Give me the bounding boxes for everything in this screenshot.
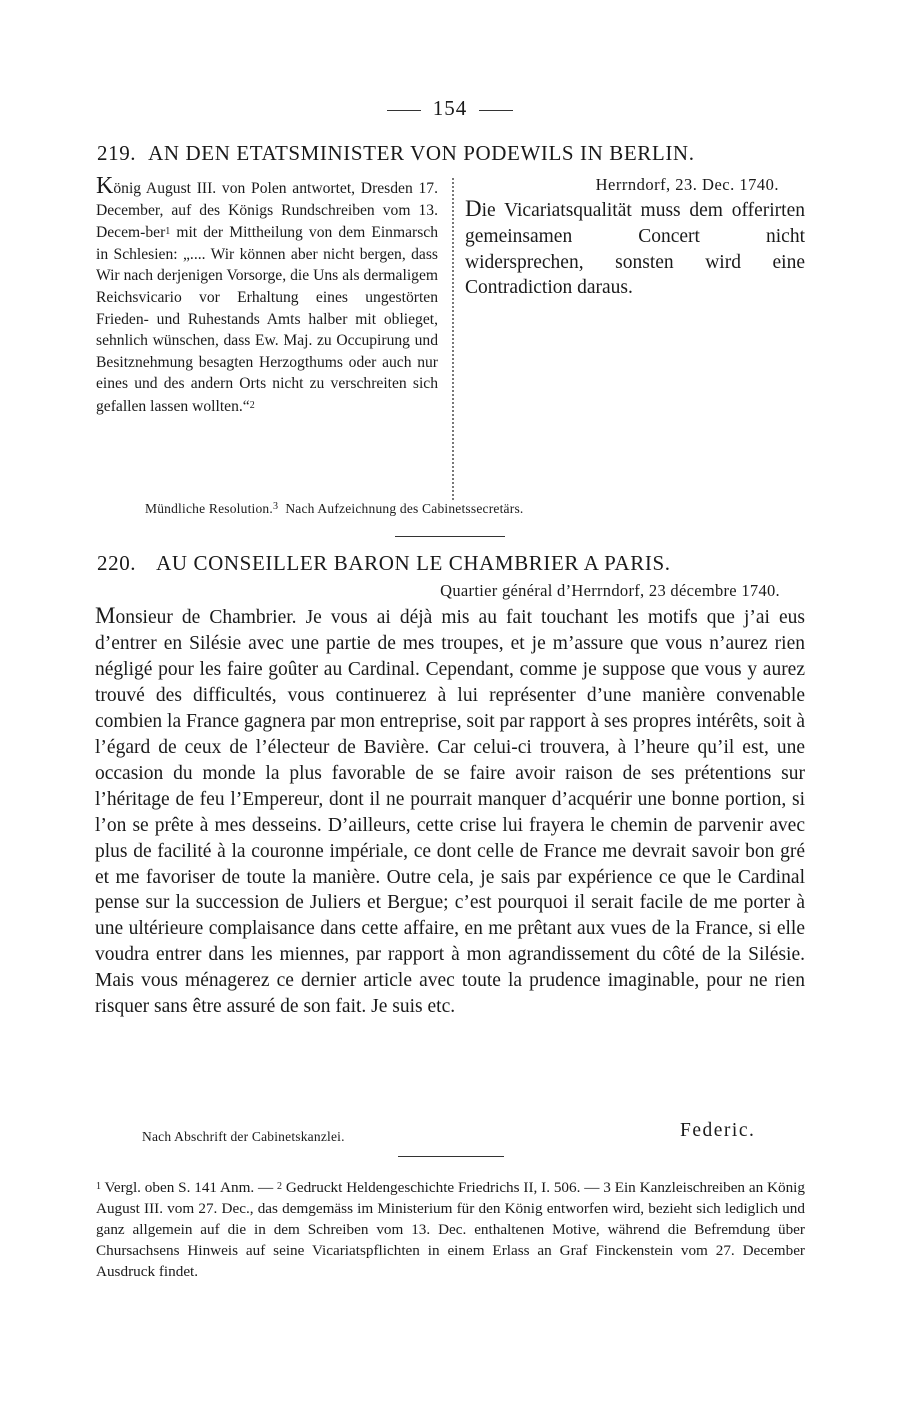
footnotes [96, 1177, 805, 1283]
page-number-rule-left [387, 110, 421, 111]
letter-219-heading [97, 141, 807, 166]
letter-219-text: ie Vicariatsqualität muss dem offerirten gemeinsamen Concert nicht widersprechen, sonsten wird eine Contradiction daraus. [465, 200, 805, 299]
footnote-1-text: Vergl. oben S. 141 Anm. — [101, 1179, 278, 1196]
letter-219-source [145, 501, 523, 517]
letter-219-source-b: Nach Aufzeichnung des Cabinetssecretärs. [285, 501, 524, 516]
letter-219-content [465, 174, 805, 301]
page-number-text: 154 [432, 96, 468, 120]
summary-dropcap: K [96, 173, 114, 199]
column-divider [452, 178, 454, 500]
letter-219-recipient: AN DEN ETATSMINISTER VON PODEWILS IN BERLIN. [148, 141, 695, 165]
footnote-ref-3: 3 [272, 501, 279, 512]
footnote-2-marker: 2 [277, 1181, 283, 1192]
letter-220-text: onsieur de Chambrier. Je vous ai déjà mis au fait touchant les motifs que j’ai eus d’entrer en Silésie avec une partie de mes troupes, et je m’assure que vous n’aurez rien négligé pour les faire goûter au Cardinal. Cependant, comme je suppose que vous y aurez trouvé des difficultés, vous continuerez à lui représenter d’une manière convenable combien la France gagnera par mon entreprise, soit par rapport à ses propres intérêts, soit à l’égard de ceux de l’électeur de Bavière. Car celui-ci trouvera, à l’heure qu’il est, une occasion du monde la plus favorable de se faire avoir raison de ses prétentions sur l’héritage de feu l’Empereur, dont il ne pourrait manquer d’acquérir une bonne portion, si l’on se prête à mes desseins. D’ailleurs, cette crise lui frayera le chemin de parvenir avec plus de facilité à la couronne impériale, ce dont celle de France me devrait savoir bon gré et me favoriser de toute la manière. Outre cela, je sais par expérience ce que le Cardinal pense sur la succession de Juliers et Bergue; c’est pourquoi il serait facile de me porter à une ultérieure complaisance dans cette affaire, en me prêtant aux vues de la France, si elle voudra entrer dans les miennes, par rapport à mon agrandissement du côté de la Silésie. Mais vous ménagerez ce dernier article avec toute la prudence imaginable, pour ne rien risquer sans être assuré de son fait. Je suis etc. [95, 607, 805, 1018]
page-number [0, 96, 900, 121]
letter-219-place-date: Herrndorf, 23. Dec. 1740. [595, 175, 779, 194]
letter-220-source: Nach Abschrift der Cabinetskanzlei. [142, 1129, 345, 1144]
letter-219-body [465, 196, 805, 301]
summary-text-continued: mit der Mittheilung von dem Einmarsch in Schlesien: „.... Wir können aber nicht bergen, dass Wir nach derjenigen Vorsorge, die Uns als dermaligem Reichsvicario vor Erhaltung eines ungestörten Frieden- und Ruhestands Amts halber mit oblieget, sehnlich wünschen, dass Ew. Maj. zu Occupirung und Besitznehmung besagten Herzogthums oder auch nur eines und des andern Orts nicht zu verschreiten sich gefallen lassen wollten.“ [96, 224, 438, 415]
footnote-2-text: Gedruckt Heldengeschichte Friedrichs II, I. 506. — [282, 1179, 604, 1196]
letter-219-source-a: Mündliche Resolution. [145, 501, 273, 516]
footnote-ref-2: 2 [249, 399, 255, 411]
letter-220-signature: Federic. [680, 1120, 756, 1141]
footnote-1-marker: 1 [96, 1181, 101, 1192]
letter-220-dropcap: M [95, 603, 116, 628]
letter-219-dropcap: D [465, 196, 482, 221]
footnote-3-marker: 3 [603, 1179, 611, 1196]
letter-220-heading [97, 551, 807, 576]
footnote-rule [398, 1156, 504, 1157]
footnote-3-text: Ein Kanzleischreiben an König August III. vom 27. Dec., das demgemäss im Ministerium für den König entworfen wird, bezieht sich lediglich und ganz allgemein auf die in dem Schreiben vom 13. Dec. enthaltenen Motive, während die Befremdung über Chursachsens Hinweis auf seine Vicariatspflichten in einem Erlass an Graf Finckenstein vom 27. December Ausdruck findet. [96, 1179, 805, 1280]
letter-220-place-date: Quartier général d’Herrndorf, 23 décembre 1740. [440, 581, 780, 600]
letter-219-summary [96, 173, 438, 418]
letter-220-number: 220. [97, 551, 137, 575]
letter-219-number: 219. [97, 141, 137, 165]
footnote-ref-1: 1 [165, 226, 171, 238]
letter-220-recipient: AU CONSEILLER BARON LE CHAMBRIER A PARIS. [156, 551, 671, 575]
section-rule [395, 536, 505, 537]
page-number-rule-right [479, 110, 513, 111]
summary-text: önig August III. von Polen antwortet, Dresden 17. December, auf des Königs Rundschreiben vom 13. Decem-ber [96, 180, 438, 242]
letter-220-body [95, 603, 805, 1020]
